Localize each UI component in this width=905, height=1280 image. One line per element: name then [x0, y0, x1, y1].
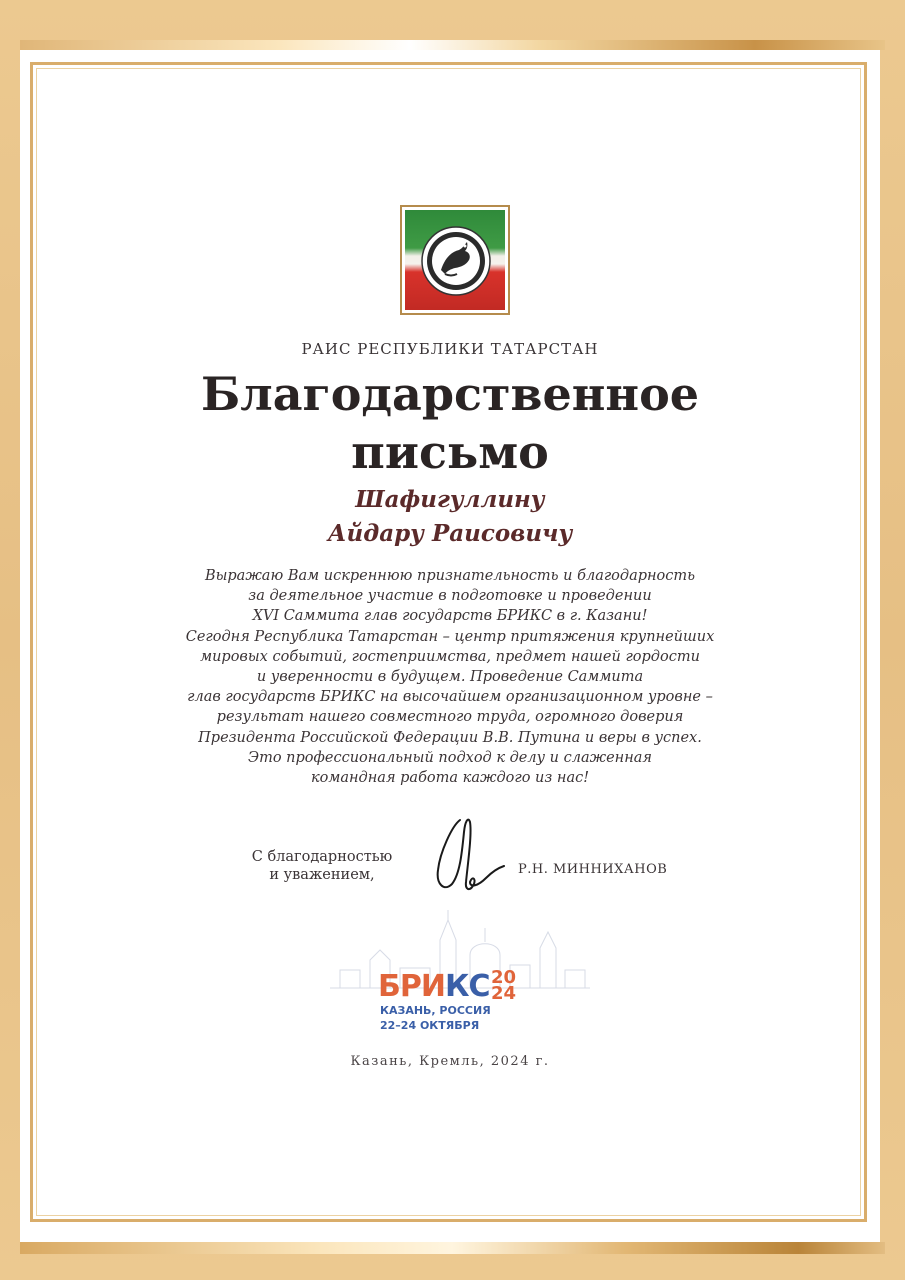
- frame-top-shine: [20, 40, 885, 50]
- frame-bottom-shine: [20, 1242, 885, 1254]
- closing-line: С благодарностью: [251, 849, 393, 865]
- document-title-line1: Благодарственное: [200, 367, 700, 421]
- body-line: Сегодня Республика Татарстан – центр притяжения крупнейших: [185, 628, 715, 645]
- body-line: Выражаю Вам искреннюю признательность и благодарность: [204, 568, 696, 584]
- brics-year-bottom: 24: [491, 983, 517, 1004]
- brics-place: КАЗАНЬ, РОССИЯ: [380, 1004, 491, 1017]
- brics-year: [491, 967, 517, 1004]
- body-line: Это профессиональный подход к делу и слаженная: [247, 749, 653, 766]
- brics-dates: 22–24 ОКТЯБРЯ: [380, 1019, 480, 1032]
- tatarstan-emblem-icon: [400, 205, 510, 315]
- body-line: командная работа каждого из нас!: [310, 770, 590, 787]
- place-and-date: Казань, Кремль, 2024 г.: [350, 1054, 550, 1069]
- brics-word-part1: БРИ: [378, 969, 445, 1004]
- recipient-given-names: Айдару Раисовичу: [327, 520, 573, 547]
- closing-phrase: [232, 848, 412, 884]
- body-line: XVI Саммита глав государств БРИКС в г. Казани!: [252, 608, 648, 625]
- letter-body: [20, 566, 880, 788]
- signer-name: Р.Н. МИННИХАНОВ: [518, 862, 668, 877]
- body-line: мировых событий, гостеприимства, предмет нашей гордости: [200, 648, 700, 665]
- issuer-title: РАИС РЕСПУБЛИКИ ТАТАРСТАН: [301, 340, 599, 358]
- body-line: Президента Российской Федерации В.В. Путина и веры в успех.: [198, 729, 702, 746]
- body-line: и уверенности в будущем. Проведение Саммита: [256, 669, 644, 686]
- document-title-line2: письмо: [351, 425, 549, 479]
- brics-wordmark: [378, 970, 490, 1004]
- brics-2024-logo: [378, 967, 548, 1040]
- body-line: за деятельное участие в подготовке и проведении: [248, 588, 652, 605]
- handwritten-signature: [430, 812, 510, 897]
- closing-line: и уважением,: [269, 867, 375, 883]
- brics-word-part2: КС: [444, 969, 490, 1004]
- body-line: результат нашего совместного труда, огромного доверия: [216, 709, 684, 726]
- recipient-surname: Шафигуллину: [355, 486, 545, 513]
- body-line: глав государств БРИКС на высочайшем организационном уровне –: [187, 689, 713, 706]
- brics-year-top: 20: [491, 967, 517, 988]
